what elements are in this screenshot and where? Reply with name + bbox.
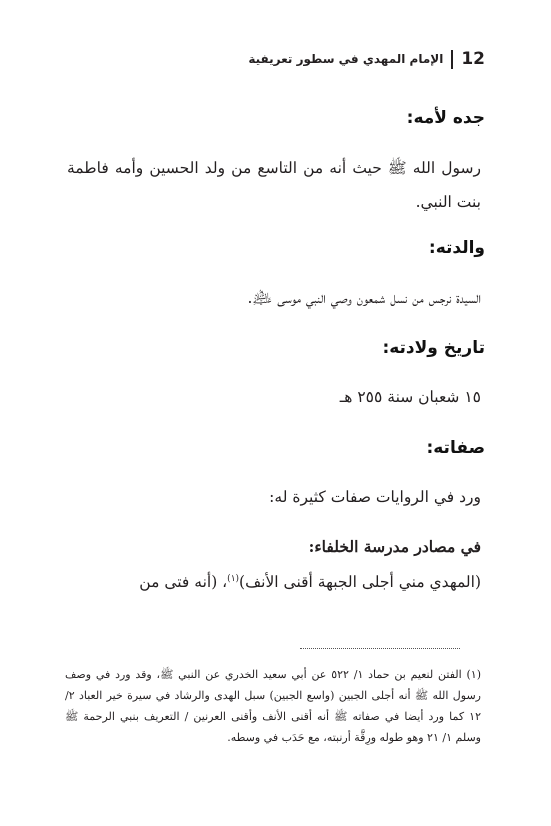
section-heading-maternal-grandfather: جده لأمه: [406,108,485,128]
page-number: 12 [461,49,485,69]
section-heading-attributes: صفاته: [426,438,485,458]
quote-line [67,562,481,599]
footnote-divider [300,648,460,649]
book-title: الإمام المهدي في سطور تعريفية [248,52,444,66]
subheading-caliphs-school: في مصادر مدرسة الخلفاء: [308,537,481,556]
section-heading-mother: والدته: [428,238,485,258]
section-text-attributes: ورد في الروايات صفات كثيرة له: [269,488,481,506]
header-divider [451,50,453,69]
footnote-text: (١) الفتن لنعيم بن حماد ١/ ٥٢٢ عن أبي سعيد الخدري عن النبي ﷺ، وقد ورد في وصف رسول الله ﷺ أنه أجلى الجبين (واسع الجبين) سبل الهدى والرشاد في سيرة خير العباد ٢/ ١٢ كما ورد أيضا في صفاته ﷺ أنه أقنى الأنف وأقنى العرنين / التعريف بنبي الرحمة ﷺ وسلم ١/ ٢١ وهو طوله ورِقَّة أرنبته، مع حَدَب في وسطه. [65,668,482,744]
quote-part-2: ، (أنه فتى من [139,573,228,592]
section-text-mother: السيدة نرجس من نسل شمعون وصي النبي موسى ﵇. [247,289,481,307]
quote-part-1: (المهدي مني أجلى الجبهة أقنى الأنف) [239,573,481,592]
running-header [248,46,485,72]
section-text-birth-date: ١٥ شعبان سنة ٢٥٥ هـ [339,388,481,406]
footnote-reference: (١) [227,574,240,584]
section-text-maternal-grandfather: رسول الله ﷺ حيث أنه من التاسع من ولد الحسين وأمه فاطمة بنت النبي. [67,159,481,211]
section-heading-birth-date: تاريخ ولادته: [382,338,485,358]
